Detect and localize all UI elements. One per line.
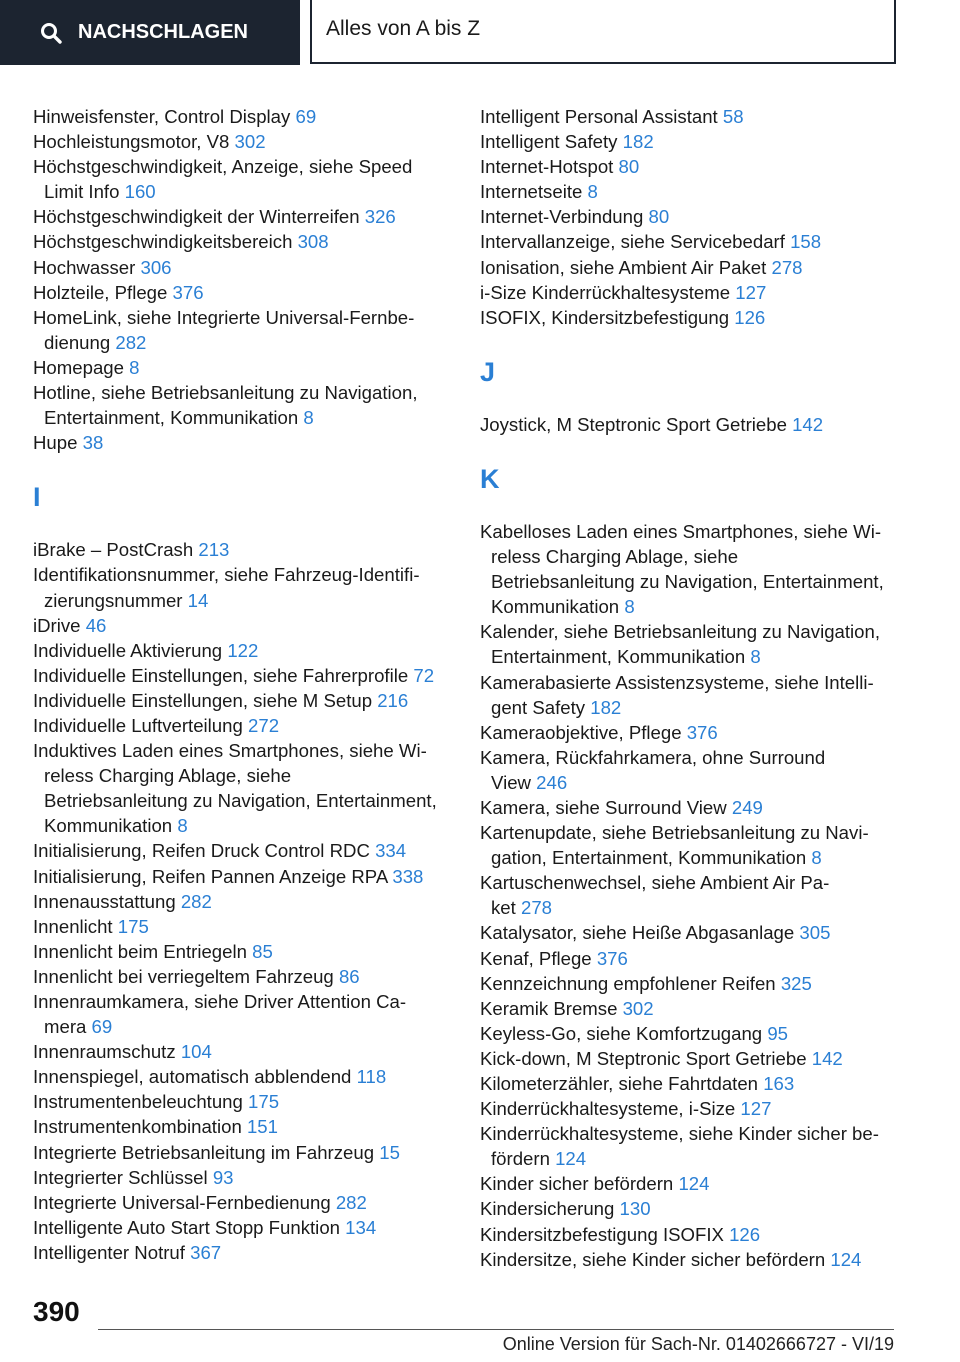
index-entry	[480, 1071, 910, 1096]
page-reference-link[interactable]: 8	[811, 847, 822, 869]
index-entry	[33, 663, 463, 688]
index-entry	[33, 964, 463, 989]
page-reference-link[interactable]: 8	[177, 815, 188, 837]
index-entry	[33, 430, 463, 455]
index-entry	[480, 996, 910, 1021]
search-icon	[40, 22, 62, 44]
page-reference-link[interactable]: 325	[780, 972, 812, 994]
index-entry	[480, 229, 910, 254]
page-reference-link[interactable]: 302	[234, 131, 266, 153]
page-reference-link[interactable]: 130	[619, 1198, 651, 1220]
index-entry	[33, 1215, 463, 1240]
page-reference-link[interactable]: 282	[335, 1191, 367, 1213]
index-entry	[33, 104, 463, 129]
entry-text: Holzteile, Pflege	[33, 281, 168, 303]
breadcrumb-label: Alles von A bis Z	[326, 17, 481, 40]
entry-text: Kartuschenwechsel, siehe Ambient Air Pa-	[480, 872, 830, 894]
page-reference-link[interactable]: 58	[722, 106, 744, 127]
nav-tab-label: NACHSCHLAGEN	[78, 21, 248, 43]
index-entry	[480, 255, 910, 280]
index-entry	[480, 154, 910, 179]
entry-text: Intelligent Personal Assistant	[480, 106, 718, 127]
page-reference-link[interactable]: 8	[129, 356, 140, 378]
entry-text: Hinweisfenster, Control Display	[33, 106, 291, 127]
page-reference-link[interactable]: 278	[520, 897, 553, 919]
entry-text: Hochleistungsmotor, V8	[33, 131, 230, 153]
page-reference-link[interactable]: 8	[624, 596, 635, 618]
page-reference-link[interactable]: 163	[763, 1073, 795, 1094]
index-entry	[480, 795, 910, 820]
entry-text: View	[491, 771, 531, 793]
entry-text: Innenlicht bei verriegeltem Fahrzeug	[33, 965, 334, 987]
entry-text: mera	[44, 1016, 87, 1038]
entry-text: iDrive	[33, 614, 81, 636]
entry-text: Limit Info	[44, 181, 120, 203]
entry-text: HomeLink, siehe Integrierte Universal-Fernbe-	[33, 306, 415, 328]
section-letter: J	[480, 356, 496, 387]
entry-text: Kamerabasierte Assistenzsysteme, siehe Intelli-	[480, 671, 874, 693]
page-reference-link[interactable]: 127	[735, 281, 767, 303]
index-entry	[480, 946, 910, 971]
entry-text: Initialisierung, Reifen Druck Control RDC	[33, 840, 370, 862]
page-reference-link[interactable]: 93	[212, 1166, 234, 1188]
entry-text: Innenlicht	[33, 915, 113, 937]
index-column-left	[33, 104, 463, 1265]
entry-text: dienung	[44, 331, 111, 353]
entry-text: Kameraobjektive, Pflege	[480, 721, 682, 743]
entry-text: Integrierte Betriebsanleitung im Fahrzeug	[33, 1141, 375, 1163]
entry-text: Hotline, siehe Betriebsanleitung zu Navigation,	[33, 382, 418, 404]
page-reference-link[interactable]: 175	[117, 915, 149, 937]
entry-text: Kinder sicher befördern	[480, 1173, 674, 1195]
entry-text: Integrierte Universal-Fernbedienung	[33, 1191, 331, 1213]
entry-text: Innenlicht beim Entriegeln	[33, 940, 247, 962]
entry-text: Instrumentenkombination	[33, 1116, 242, 1138]
entry-text: Internet-Hotspot	[480, 156, 614, 178]
index-entry	[33, 1165, 463, 1190]
entry-text: i-Size Kinderrückhaltesysteme	[480, 281, 731, 303]
index-entry	[480, 971, 910, 996]
entry-text: Integrierter Schlüssel	[33, 1166, 208, 1188]
page-reference-link[interactable]: 376	[686, 721, 718, 743]
entry-text: Innenraumkamera, siehe Driver Attention Ca-	[33, 991, 407, 1012]
entry-text: Kartenupdate, siehe Betriebsanleitung zu Navi-	[480, 822, 869, 844]
page-reference-link[interactable]: 246	[536, 771, 568, 793]
entry-text: Hochwasser	[33, 256, 136, 278]
entry-text: Keyless-Go, siehe Komfortzugang	[480, 1022, 763, 1044]
page-reference-link[interactable]: 151	[246, 1116, 278, 1138]
index-entry	[33, 562, 463, 612]
page-reference-link[interactable]: 69	[295, 106, 317, 127]
entry-text: Kick-down, M Steptronic Sport Getriebe	[480, 1047, 807, 1069]
index-entry	[480, 619, 910, 669]
entry-text: Innenraumschutz	[33, 1041, 176, 1063]
entry-text: Induktives Laden eines Smartphones, siehe Wi-	[33, 740, 427, 762]
entry-text: Ionisation, siehe Ambient Air Paket	[480, 256, 767, 278]
index-entry	[33, 229, 463, 254]
page-reference-link[interactable]: 216	[377, 689, 409, 711]
entry-text: reless Charging Ablage, siehe	[491, 546, 739, 568]
entry-text: ket	[491, 897, 516, 919]
index-entry	[480, 104, 910, 129]
index-entry	[480, 820, 910, 870]
entry-text: Kinderrückhaltesysteme, i-Size	[480, 1098, 736, 1120]
index-entry	[33, 939, 463, 964]
entry-text: Intervallanzeige, siehe Servicebedarf	[480, 231, 785, 253]
page-reference-link[interactable]: 272	[248, 714, 280, 736]
index-entry	[33, 838, 463, 863]
page-reference-link[interactable]: 8	[587, 181, 598, 203]
index-entry	[480, 1222, 910, 1247]
index-entry	[33, 738, 463, 838]
page-reference-link[interactable]: 86	[338, 965, 360, 987]
page-number: 390	[33, 1296, 80, 1327]
index-entry	[480, 920, 910, 945]
page-reference-link[interactable]: 126	[734, 306, 766, 328]
entry-text: Innenspiegel, automatisch abblendend	[33, 1066, 352, 1088]
index-entry	[33, 864, 463, 889]
entry-text: Höchstgeschwindigkeitsbereich	[33, 231, 293, 253]
entry-text: Betriebsanleitung zu Navigation, Entertainment,	[491, 571, 884, 593]
page-reference-link[interactable]: 376	[172, 281, 204, 303]
index-entry	[33, 989, 463, 1039]
index-entry	[33, 255, 463, 280]
entry-text: Kenaf, Pflege	[480, 947, 592, 969]
page-reference-link[interactable]: 182	[590, 696, 622, 718]
entry-text: Kindersitze, siehe Kinder sicher befördern	[480, 1248, 826, 1270]
index-entry	[33, 380, 463, 430]
index-entry	[33, 1039, 463, 1064]
page-reference-link[interactable]: 69	[91, 1016, 113, 1038]
page-reference-link[interactable]: 175	[248, 1091, 280, 1113]
page-reference-link[interactable]: 306	[140, 256, 172, 278]
index-entry	[33, 204, 463, 229]
index-entry	[480, 745, 910, 795]
index-entry	[480, 179, 910, 204]
nav-tab-nachschlagen[interactable]	[0, 0, 300, 65]
page-reference-link[interactable]: 126	[729, 1223, 761, 1245]
index-entry	[33, 355, 463, 380]
index-entry	[33, 537, 463, 562]
entry-text: Katalysator, siehe Heiße Abgasanlage	[480, 922, 795, 944]
index-entry	[33, 713, 463, 738]
breadcrumb	[310, 0, 896, 64]
page-reference-link[interactable]: 326	[364, 206, 396, 228]
index-entry	[33, 1114, 463, 1139]
page-reference-link[interactable]: 142	[792, 413, 824, 435]
page-reference-link[interactable]: 127	[740, 1098, 772, 1120]
index-entry	[480, 519, 910, 619]
entry-text: Kindersicherung	[480, 1198, 615, 1220]
index-entry	[33, 613, 463, 638]
page-reference-link[interactable]: 124	[555, 1148, 587, 1170]
index-column-right	[480, 104, 910, 1272]
page-reference-link[interactable]: 122	[227, 639, 259, 661]
page-reference-link[interactable]: 134	[345, 1216, 377, 1238]
page-reference-link[interactable]: 124	[678, 1173, 710, 1195]
index-entry	[480, 1196, 910, 1221]
entry-text: Kalender, siehe Betriebsanleitung zu Navigation,	[480, 621, 881, 643]
page-reference-link[interactable]: 249	[731, 796, 763, 818]
entry-text: Höchstgeschwindigkeit der Winterreifen	[33, 206, 360, 228]
index-entry	[33, 638, 463, 663]
page-reference-link[interactable]: 305	[799, 922, 831, 944]
entry-text: Höchstgeschwindigkeit, Anzeige, siehe Speed	[33, 156, 413, 178]
entry-text: Hupe	[33, 432, 78, 454]
index-entry	[33, 1190, 463, 1215]
page-reference-link[interactable]: 8	[750, 646, 761, 668]
page-reference-link[interactable]: 376	[596, 947, 628, 969]
footer-divider	[98, 1329, 894, 1330]
entry-text: Kennzeichnung empfohlener Reifen	[480, 972, 776, 994]
index-entry	[33, 154, 463, 204]
index-entry	[480, 1171, 910, 1196]
index-entry	[480, 204, 910, 229]
entry-text: Kommunikation	[491, 596, 620, 618]
page-reference-link[interactable]: 104	[180, 1041, 212, 1063]
page-reference-link[interactable]: 160	[124, 181, 156, 203]
entry-text: gent Safety	[491, 696, 586, 718]
index-entry	[480, 870, 910, 920]
page-reference-link[interactable]: 213	[198, 539, 230, 561]
page-header	[0, 0, 960, 66]
entry-text: Instrumentenbeleuchtung	[33, 1091, 243, 1113]
footer-note: Online Version für Sach-Nr. 01402666727 - VI/19	[502, 1334, 894, 1354]
entry-text: ISOFIX, Kindersitzbefestigung	[480, 306, 730, 328]
entry-text: Individuelle Aktivierung	[33, 639, 223, 661]
index-entry	[480, 412, 910, 437]
entry-text: Innenausstattung	[33, 890, 176, 912]
page-reference-link[interactable]: 282	[115, 331, 147, 353]
entry-text: Initialisierung, Reifen Pannen Anzeige RPA	[33, 865, 388, 887]
index-entry	[33, 889, 463, 914]
page-reference-link[interactable]: 302	[622, 997, 654, 1019]
entry-text: Individuelle Luftverteilung	[33, 714, 243, 736]
entry-text: iBrake – PostCrash	[33, 539, 194, 561]
entry-text: Entertainment, Kommunikation	[44, 407, 299, 429]
index-entry	[480, 1046, 910, 1071]
page-reference-link[interactable]: 124	[830, 1248, 862, 1270]
index-entry	[33, 688, 463, 713]
index-entry	[33, 1089, 463, 1114]
index-entry	[33, 914, 463, 939]
entry-text: Keramik Bremse	[480, 997, 618, 1019]
page-reference-link[interactable]: 308	[297, 231, 329, 253]
entry-text: Joystick, M Steptronic Sport Getriebe	[480, 413, 787, 435]
index-entry	[480, 1096, 910, 1121]
entry-text: Intelligente Auto Start Stopp Funktion	[33, 1216, 340, 1238]
page-reference-link[interactable]: 85	[252, 940, 273, 962]
index-entry	[480, 280, 910, 305]
section-letter: K	[480, 463, 500, 494]
entry-text: Kamera, Rückfahrkamera, ohne Surround	[480, 746, 826, 768]
page-reference-link[interactable]: 278	[771, 256, 803, 278]
entry-text: Homepage	[33, 356, 124, 378]
page-reference-link[interactable]: 338	[392, 865, 424, 887]
page-reference-link[interactable]: 182	[622, 131, 654, 153]
page-reference-link[interactable]: 72	[413, 664, 435, 686]
page-reference-link[interactable]: 142	[811, 1047, 843, 1069]
page-reference-link[interactable]: 367	[190, 1241, 222, 1263]
entry-text: Kamera, siehe Surround View	[480, 796, 727, 818]
page-reference-link[interactable]: 118	[356, 1066, 387, 1088]
page-reference-link[interactable]: 80	[618, 156, 640, 178]
page-reference-link[interactable]: 334	[375, 840, 407, 862]
entry-text: Intelligent Safety	[480, 131, 618, 153]
index-entry	[33, 280, 463, 305]
entry-text: Kabelloses Laden eines Smartphones, siehe Wi-	[480, 520, 882, 542]
page-reference-link[interactable]: 14	[187, 589, 209, 611]
page-reference-link[interactable]: 158	[790, 231, 822, 253]
page-reference-link[interactable]: 80	[648, 206, 670, 228]
index-entry	[480, 1121, 910, 1171]
index-entry	[480, 129, 910, 154]
page-reference-link[interactable]: 8	[303, 407, 314, 429]
entry-text: Internet-Verbindung	[480, 206, 644, 228]
index-entry	[480, 720, 910, 745]
entry-text: Individuelle Einstellungen, siehe Fahrerprofile	[33, 664, 409, 686]
entry-text: zierungsnummer	[44, 589, 183, 611]
entry-text: Internetseite	[480, 181, 583, 203]
entry-text: Kinderrückhaltesysteme, siehe Kinder sicher be-	[480, 1123, 879, 1145]
section-letter: I	[33, 482, 41, 513]
entry-text: Identifikationsnummer, siehe Fahrzeug-Identifi-	[33, 564, 420, 586]
index-entry	[33, 305, 463, 355]
entry-text: Betriebsanleitung zu Navigation, Entertainment,	[44, 790, 437, 812]
index-entry	[33, 1140, 463, 1165]
entry-text: Entertainment, Kommunikation	[491, 646, 746, 668]
entry-text: fördern	[491, 1148, 550, 1170]
index-entry	[480, 670, 910, 720]
entry-text: Individuelle Einstellungen, siehe M Setup	[33, 689, 373, 711]
index-entry	[480, 1247, 910, 1272]
entry-text: Kommunikation	[44, 815, 173, 837]
index-entry	[480, 305, 910, 330]
index-entry	[33, 1064, 463, 1089]
index-entry	[480, 1021, 910, 1046]
index-entry	[33, 1240, 463, 1265]
page-reference-link[interactable]: 46	[85, 614, 107, 636]
entry-text: Intelligenter Notruf	[33, 1241, 185, 1263]
page-reference-link[interactable]: 15	[379, 1141, 400, 1163]
entry-text: gation, Entertainment, Kommunikation	[491, 847, 807, 869]
index-entry	[33, 129, 463, 154]
page-reference-link[interactable]: 38	[82, 432, 104, 454]
entry-text: reless Charging Ablage, siehe	[44, 765, 292, 787]
entry-text: Kilometerzähler, siehe Fahrtdaten	[480, 1073, 759, 1094]
page-reference-link[interactable]: 95	[767, 1022, 789, 1044]
page-reference-link[interactable]: 282	[180, 890, 212, 912]
entry-text: Kindersitzbefestigung ISOFIX	[480, 1223, 724, 1245]
